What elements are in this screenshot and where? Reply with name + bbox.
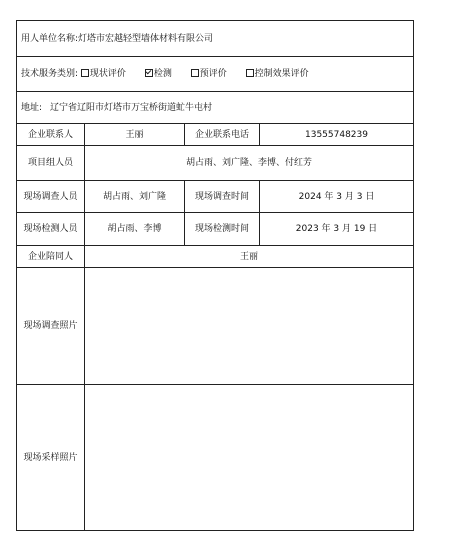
address-row (17, 92, 414, 124)
sampling-photos-row (17, 385, 414, 531)
survey-photos-label: 现场调查照片 (17, 268, 85, 385)
address-label: 地址: (21, 102, 43, 113)
testing-time-value: 2023 年 3 月 19 日 (260, 213, 414, 246)
employer-label: 用人单位名称: (21, 33, 79, 44)
contact-row (17, 124, 414, 146)
address-value: 辽宁省辽阳市灯塔市万宝桥街道虻牛屯村 (50, 102, 213, 113)
testing-row (17, 213, 414, 246)
service-option-pre-evaluation[interactable] (191, 68, 227, 80)
service-option-control-effect[interactable] (246, 68, 309, 80)
sampling-photos-area (85, 385, 414, 531)
service-option-label: 预评价 (199, 69, 227, 79)
survey-time-value: 2024 年 3 月 3 日 (260, 181, 414, 213)
service-cell (17, 57, 414, 92)
employer-cell (17, 21, 414, 57)
phone-value: 13555748239 (260, 124, 414, 146)
testing-staff-value: 胡占雨、李博 (85, 213, 185, 246)
service-row (17, 57, 414, 92)
testing-time-label: 现场检测时间 (185, 213, 260, 246)
survey-record-table (16, 20, 414, 531)
service-option-label: 控制效果评价 (254, 69, 309, 79)
checked-checkbox-icon (145, 69, 153, 77)
testing-staff-label: 现场检测人员 (17, 213, 85, 246)
service-option-status[interactable] (81, 68, 126, 80)
team-value: 胡占雨、刘广隆、李博、付红芳 (85, 146, 414, 181)
team-label: 项目组人员 (17, 146, 85, 181)
checkbox-icon (246, 69, 254, 77)
escort-label: 企业陪同人 (17, 246, 85, 268)
service-label: 技术服务类别: (21, 69, 79, 79)
survey-staff-value: 胡占雨、刘广隆 (85, 181, 185, 213)
employer-row (17, 21, 414, 57)
sampling-photos-label: 现场采样照片 (17, 385, 85, 531)
survey-staff-label: 现场调查人员 (17, 181, 85, 213)
escort-row (17, 246, 414, 268)
contact-value: 王丽 (85, 124, 185, 146)
employer-value: 灯塔市宏越轻型墙体材料有限公司 (78, 33, 214, 44)
phone-label: 企业联系电话 (185, 124, 260, 146)
address-cell (17, 92, 414, 124)
checkbox-icon (81, 69, 89, 77)
contact-label: 企业联系人 (17, 124, 85, 146)
survey-photos-area (85, 268, 414, 385)
survey-time-label: 现场调查时间 (185, 181, 260, 213)
escort-value: 王丽 (85, 246, 414, 268)
survey-photos-row (17, 268, 414, 385)
team-row (17, 146, 414, 181)
service-option-label: 现状评价 (89, 69, 126, 79)
survey-row (17, 181, 414, 213)
checkbox-icon (191, 69, 199, 77)
service-option-label: 检测 (153, 69, 172, 79)
service-option-testing[interactable] (145, 68, 172, 80)
